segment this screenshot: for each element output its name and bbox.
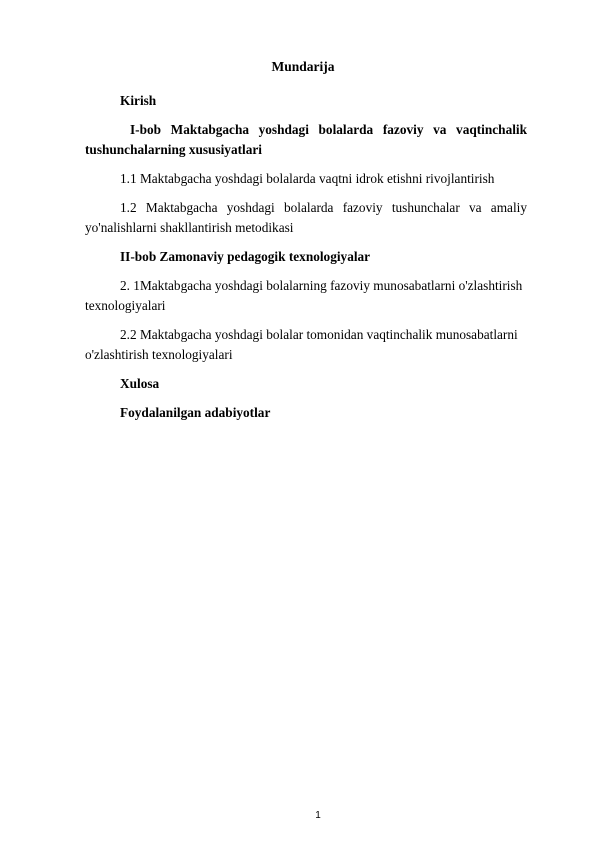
page-title: Mundarija [271,59,335,74]
toc-entry-section-2-1: 2. 1Maktabgacha yoshdagi bolalarning fazoviy munosabatlarni o'zlashtirish texnologiyalari [85,278,523,313]
toc-entry-section-1-2: 1.2 Maktabgacha yoshdagi bolalarda fazoviy tushunchalar va amaliy yo'nalishlarni shakllantirish metodikasi [85,200,527,235]
toc-entry-section-1-1: 1.1 Maktabgacha yoshdagi bolalarda vaqtni idrok etishni rivojlantirish [120,171,495,186]
toc-entry-introduction: Kirish [120,93,157,108]
toc-entry-chapter-1: I-bob Maktabgacha yoshdagi bolalarda fazoviy va vaqtinchalik tushunchalarning xususiyatlari [85,122,527,157]
page-number: 1 [315,810,321,821]
toc-entry-chapter-2: II-bob Zamonaviy pedagogik texnologiyalar [120,249,371,264]
toc-entry-section-2-2: 2.2 Maktabgacha yoshdagi bolalar tomonidan vaqtinchalik munosabatlarni o'zlashtirish texnologiyalari [85,327,518,362]
table-of-contents [85,91,527,432]
toc-entry-references: Foydalanilgan adabiyotlar [120,405,271,420]
toc-entry-conclusion: Xulosa [120,376,160,391]
